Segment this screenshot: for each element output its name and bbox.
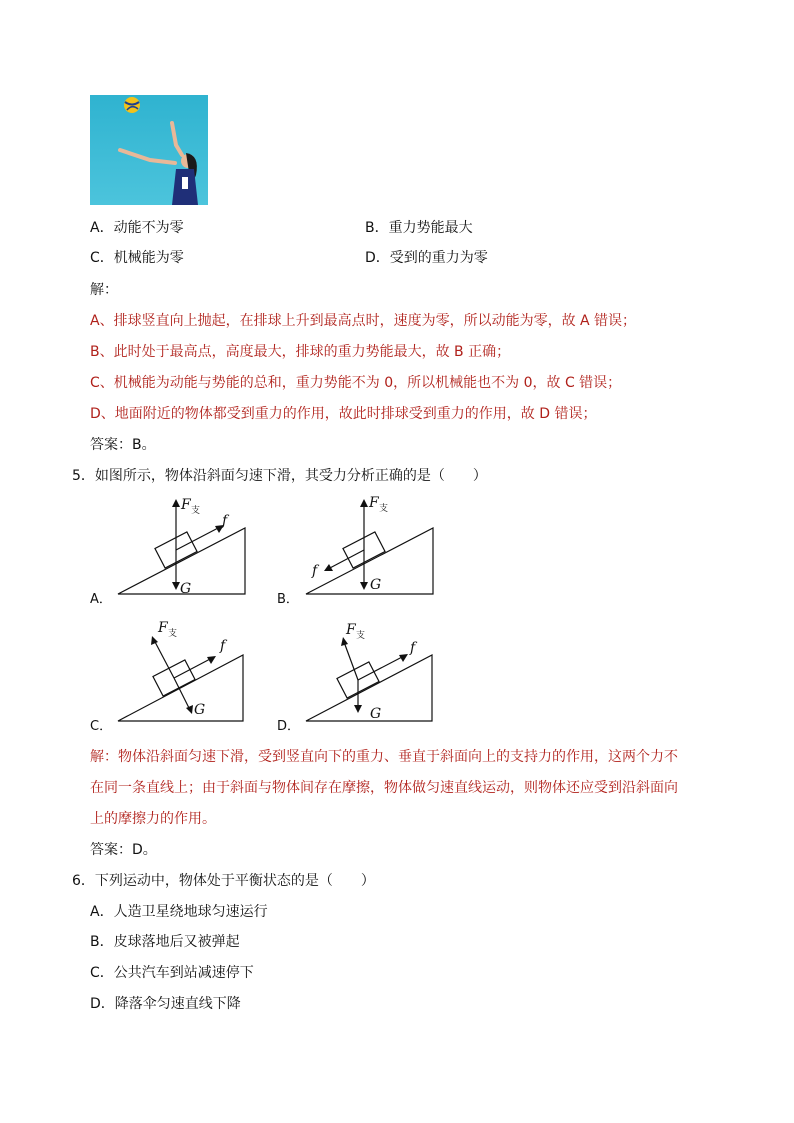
q5-diagram-c bbox=[110, 620, 255, 728]
q4-answer: 答案：B。 bbox=[90, 437, 156, 453]
q4-solution-label: 解： bbox=[90, 282, 118, 298]
q5-solution-line-3: 上的摩擦力的作用。 bbox=[90, 811, 216, 827]
q5-option-c-label: C． bbox=[90, 719, 113, 734]
q4-option-b: B．重力势能最大 bbox=[365, 220, 473, 236]
friction-label: f bbox=[222, 513, 228, 529]
q5-option-a-label: A． bbox=[90, 592, 112, 607]
q6-option-a: A．人造卫星绕地球匀速运行 bbox=[90, 904, 268, 920]
q6-stem: 6．下列运动中，物体处于平衡状态的是（ ） bbox=[72, 873, 375, 889]
q5-diagram-d bbox=[298, 620, 443, 728]
svg-text:G: G bbox=[370, 706, 382, 722]
gravity-label: G bbox=[180, 581, 192, 597]
q5-option-d-label: D． bbox=[277, 719, 301, 734]
svg-text:支: 支 bbox=[191, 506, 201, 516]
q6-option-d: D．降落伞匀速直线下降 bbox=[90, 996, 241, 1012]
q5-diagram-a bbox=[110, 495, 255, 600]
q4-solution-line-c: C、机械能为动能与势能的总和，重力势能不为 0，所以机械能也不为 0，故 C 错误； bbox=[90, 375, 622, 391]
q5-answer: 答案：D。 bbox=[90, 842, 157, 858]
q6-option-c: C．公共汽车到站减速停下 bbox=[90, 965, 254, 981]
svg-text:支: 支 bbox=[379, 504, 389, 514]
svg-text:G: G bbox=[370, 577, 382, 593]
svg-text:f: f bbox=[410, 640, 416, 656]
svg-text:G: G bbox=[194, 702, 206, 718]
svg-text:F: F bbox=[369, 495, 379, 511]
q6-option-b: B．皮球落地后又被弹起 bbox=[90, 934, 240, 950]
svg-text:F: F bbox=[346, 622, 356, 638]
q5-solution-line-1: 解：物体沿斜面匀速下滑，受到竖直向下的重力、垂直于斜面向上的支持力的作用，这两个力不 bbox=[90, 749, 678, 765]
q4-solution-line-b: B、此时处于最高点，高度最大，排球的重力势能最大，故 B 正确； bbox=[90, 344, 511, 360]
svg-text:f: f bbox=[220, 638, 226, 654]
q5-solution-line-2: 在同一条直线上；由于斜面与物体间存在摩擦，物体做匀速直线运动，则物体还应受到沿斜面向 bbox=[90, 780, 678, 796]
q4-option-a: A．动能不为零 bbox=[90, 220, 184, 236]
svg-text:F: F bbox=[158, 620, 168, 636]
volleyball-serve-photo bbox=[90, 95, 208, 205]
q4-solution-line-a: A、排球竖直向上抛起，在排球上升到最高点时，速度为零，所以动能为零，故 A 错误； bbox=[90, 313, 637, 329]
q4-solution-line-d: D、地面附近的物体都受到重力的作用，故此时排球受到重力的作用，故 D 错误； bbox=[90, 406, 597, 422]
svg-text:支: 支 bbox=[356, 631, 366, 641]
svg-text:支: 支 bbox=[168, 629, 178, 639]
q4-option-c: C．机械能为零 bbox=[90, 250, 184, 266]
q5-stem: 5．如图所示，物体沿斜面匀速下滑，其受力分析正确的是（ ） bbox=[72, 468, 487, 484]
svg-text:f: f bbox=[312, 563, 318, 579]
q5-diagram-b bbox=[298, 495, 443, 600]
q5-option-b-label: B． bbox=[277, 592, 299, 607]
normal-force-label: F bbox=[181, 497, 191, 513]
q4-option-d: D．受到的重力为零 bbox=[365, 250, 488, 266]
